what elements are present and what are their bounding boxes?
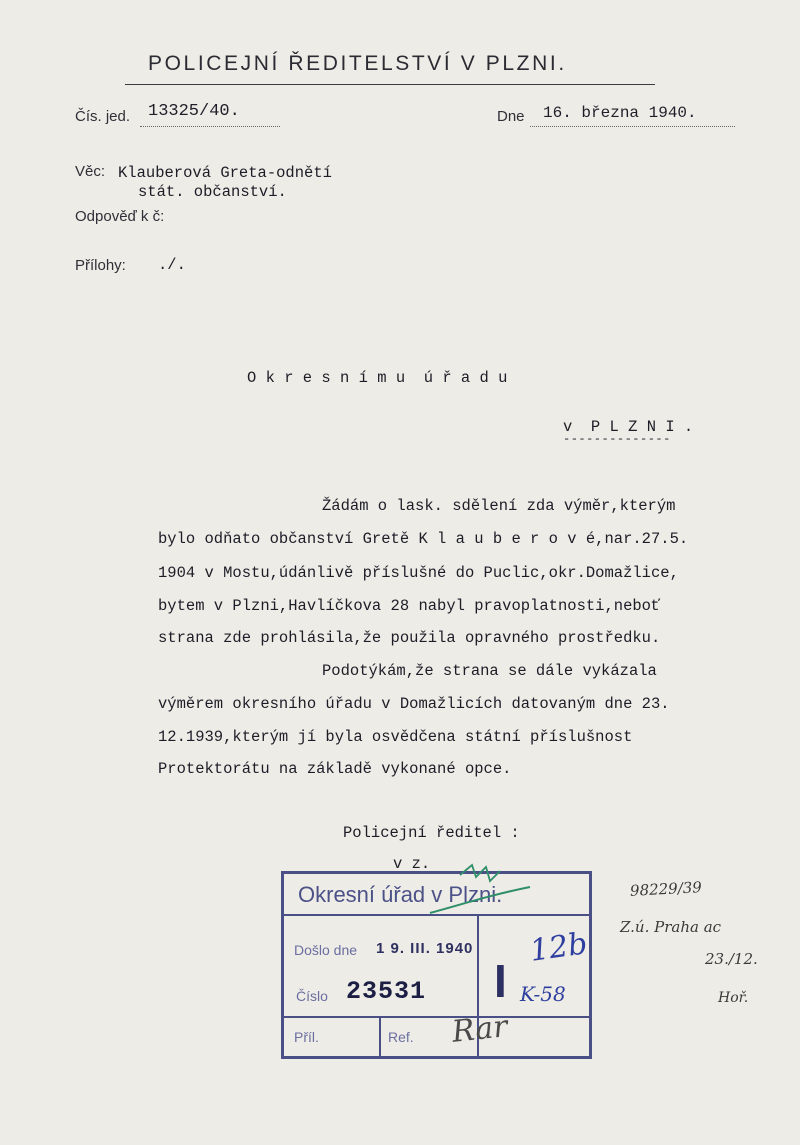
margin-note-4: Hoř.: [718, 990, 749, 1006]
stamp-attach-label: Příl.: [294, 1029, 319, 1045]
ref-label: Čís. jed.: [75, 108, 131, 125]
date-value: 16. března 1940.: [543, 104, 697, 122]
subject-label: Věc:: [75, 163, 106, 180]
stamp-number-value: 23531: [346, 977, 427, 1006]
stamp-number-label: Číslo: [296, 988, 328, 1004]
signature-vz: v z.: [393, 855, 431, 873]
stamp-roman: I: [494, 955, 507, 1007]
addressee-line-2: v P L Z N I .: [563, 418, 694, 436]
header-rule: [125, 84, 655, 85]
attachments-label: Přílohy:: [75, 257, 126, 274]
green-scribble: [420, 855, 540, 925]
stamp-received-date: 1 9. III. 1940: [376, 940, 474, 957]
date-dotline: [530, 126, 735, 127]
attachments-value: ./.: [158, 256, 186, 274]
signature-title: Policejní ředitel :: [343, 824, 520, 842]
date-label: Dne: [497, 108, 525, 125]
stamp-vertical-divider-2: [379, 1016, 381, 1056]
margin-note-1: 98229/39: [629, 878, 703, 900]
body-line-4: bytem v Plzni,Havlíčkova 28 nabyl pravoplatnosti,neboť: [158, 597, 661, 615]
stamp-office: Okresní úřad v Plzni.: [298, 882, 503, 907]
reply-label: Odpověď k č:: [75, 208, 165, 225]
stamp-ref-label: Ref.: [388, 1029, 414, 1045]
body-line-1: Žádám o lask. sdělení zda výměr,kterým: [322, 497, 676, 515]
subject-line-1: Klauberová Greta-odnětí: [118, 164, 332, 182]
subject-line-2: stát. občanství.: [138, 183, 287, 201]
body-line-7: výměrem okresního úřadu v Domažlicích datovaným dne 23.: [158, 695, 670, 713]
stamp-hand-ref: Rar: [450, 1009, 510, 1050]
body-line-3: 1904 v Mostu,údánlivě příslušné do Puclic,okr.Domažlice,: [158, 564, 679, 582]
body-line-9: Protektorátu na základě vykonané opce.: [158, 760, 512, 778]
margin-note-3: 23./12.: [705, 950, 758, 968]
addressee-line-1: O k r e s n í m u ú ř a d u: [247, 369, 508, 387]
stamp-hand-code-2: K-58: [520, 982, 566, 1006]
addressee-underline: --------------: [563, 432, 671, 446]
stamp-hand-code-1: 12b: [527, 926, 590, 969]
stamp-divider-2: [284, 1016, 589, 1018]
ref-value: 13325/40.: [148, 102, 240, 121]
stamp-received-label: Došlo dne: [294, 942, 358, 958]
body-line-8: 12.1939,kterým jí byla osvědčena státní příslušnost: [158, 728, 633, 746]
body-line-2: bylo odňato občanství Gretě K l a u b e r o v é,nar.27.5.: [158, 530, 689, 548]
ref-dotline: [140, 126, 280, 127]
body-line-6: Podotýkám,že strana se dále vykázala: [322, 662, 657, 680]
margin-note-2: Z.ú. Praha ac: [620, 918, 722, 936]
page-title: POLICEJNÍ ŘEDITELSTVÍ V PLZNI.: [148, 52, 567, 75]
body-line-5: strana zde prohlásila,že použila opravného prostředku.: [158, 629, 661, 647]
